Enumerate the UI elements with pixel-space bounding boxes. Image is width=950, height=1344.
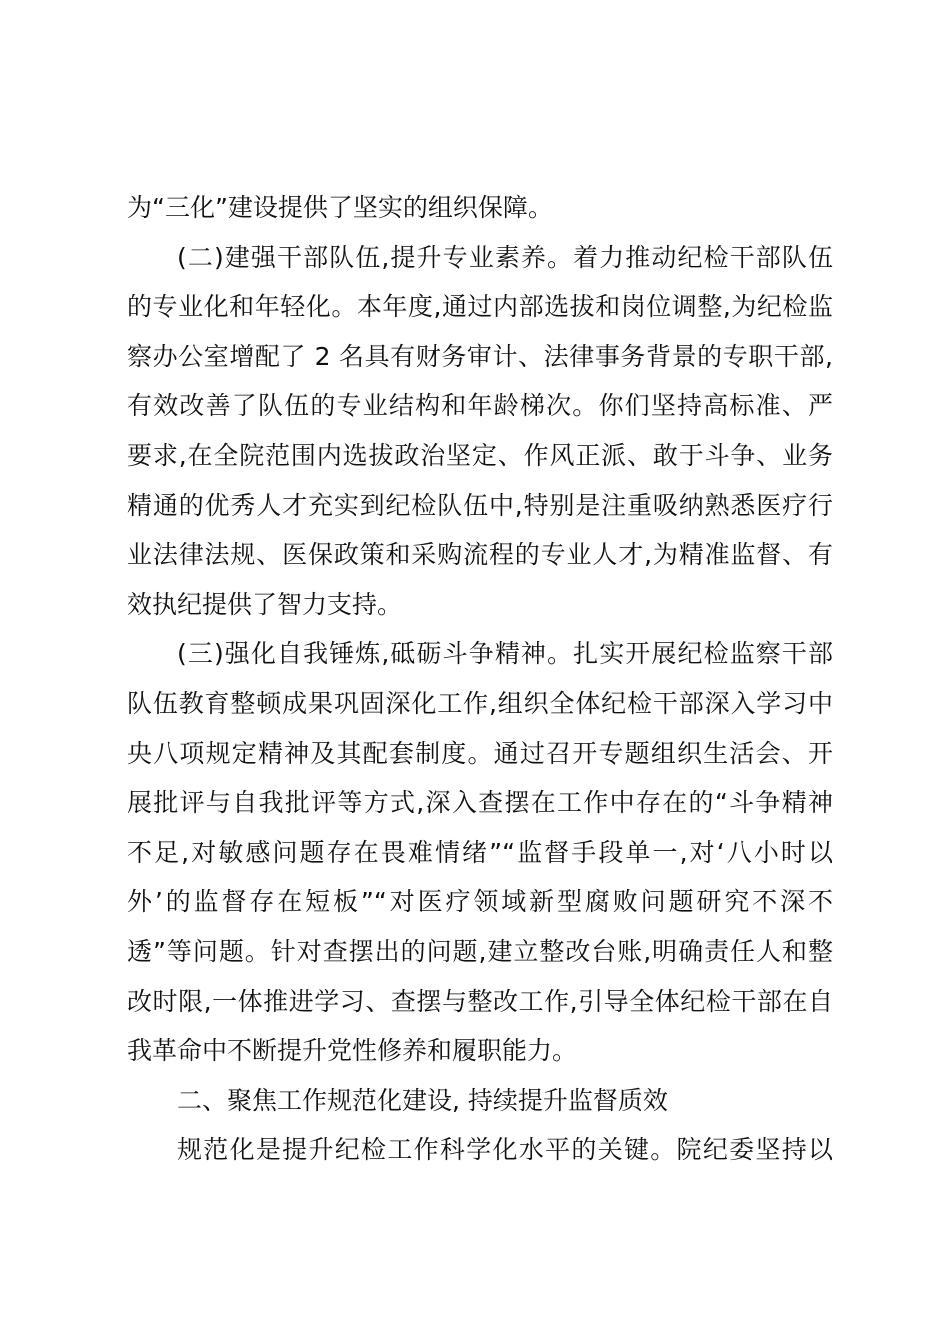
text-line: 有效改善了队伍的专业结构和年龄梯次。你们坚持高标准、严 bbox=[127, 391, 833, 421]
text-line: 精通的优秀人才充实到纪检队伍中,特别是注重吸纳熟悉医疗行 bbox=[127, 490, 833, 520]
text-line: 不足,对敏感问题存在畏难情绪”“监督手段单一,对‘八小时以 bbox=[127, 837, 833, 867]
text-line: (二)建强干部队伍,提升专业素养。着力推动纪检干部队伍 bbox=[177, 242, 833, 272]
text-line: (三)强化自我锤炼,砥砺斗争精神。扎实开展纪检监察干部 bbox=[177, 639, 833, 669]
text-line: 改时限,一体推进学习、查摆与整改工作,引导全体纪检干部在自 bbox=[127, 986, 833, 1016]
text-line: 央八项规定精神及其配套制度。通过召开专题组织生活会、开 bbox=[127, 738, 833, 768]
text-line: 为“三化”建设提供了坚实的组织保障。 bbox=[127, 193, 553, 222]
text-line: 的专业化和年轻化。本年度,通过内部选拔和岗位调整,为纪检监 bbox=[127, 292, 833, 322]
text-line: 效执纪提供了智力支持。 bbox=[127, 589, 403, 619]
text-line: 察办公室增配了 2 名具有财务审计、法律事务背景的专职干部, bbox=[127, 341, 833, 371]
text-line: 二、聚焦工作规范化建设, 持续提升监督质效 bbox=[177, 1085, 668, 1115]
text-line: 我革命中不断提升党性修养和履职能力。 bbox=[127, 1036, 578, 1066]
text-line: 要求,在全院范围内选拔政治坚定、作风正派、敢于斗争、业务 bbox=[127, 440, 833, 470]
text-line: 展批评与自我批评等方式,深入查摆在工作中存在的“斗争精神 bbox=[127, 788, 833, 818]
text-line: 规范化是提升纪检工作科学化水平的关键。院纪委坚持以 bbox=[177, 1135, 833, 1165]
document-body-text bbox=[127, 183, 833, 1175]
text-line: 业法律法规、医保政策和采购流程的专业人才,为精准监督、有 bbox=[127, 540, 833, 570]
text-line: 外’的监督存在短板”“对医疗领域新型腐败问题研究不深不 bbox=[127, 887, 833, 917]
text-line: 队伍教育整顿成果巩固深化工作,组织全体纪检干部深入学习中 bbox=[127, 688, 833, 718]
text-line: 透”等问题。针对查摆出的问题,建立整改台账,明确责任人和整 bbox=[127, 936, 833, 966]
